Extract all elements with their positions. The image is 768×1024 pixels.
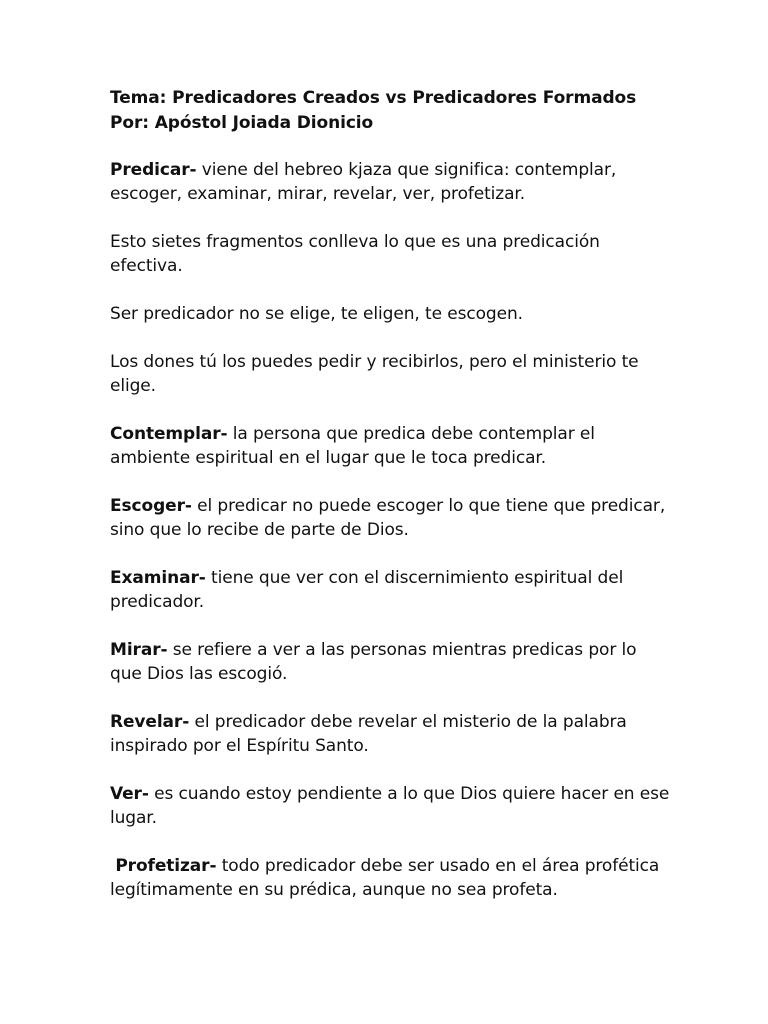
definition-text: tiene que ver con el discernimiento espiritual del predicador. [110, 568, 624, 612]
definition-text: la persona que predica debe contemplar el ambiente espiritual en el lugar que le toca predicar. [110, 424, 595, 468]
paragraph: Los dones tú los puedes pedir y recibirlos, pero el ministerio te elige. [110, 352, 639, 396]
definition-text: el predicar no puede escoger lo que tiene que predicar, sino que lo recibe de parte de Dios. [110, 496, 666, 540]
definition-revelar [110, 710, 670, 758]
definition-ver [110, 782, 670, 830]
definition-term: Revelar- [110, 712, 190, 732]
document-author: Por: Apóstol Joiada Dionicio [110, 113, 374, 133]
definition-term: Mirar- [110, 640, 168, 660]
intro-paragraph [110, 158, 670, 206]
definition-text: es cuando estoy pendiente a lo que Dios quiere hacer en ese lugar. [110, 784, 670, 828]
definition-mirar [110, 638, 670, 686]
definition-term: Ver- [110, 784, 149, 804]
document-title: Tema: Predicadores Creados vs Predicadores Formados [110, 88, 637, 108]
definition-term: Examinar- [110, 568, 206, 588]
definition-term: Profetizar- [115, 856, 217, 876]
document-body [110, 86, 670, 902]
definition-profetizar [110, 854, 670, 902]
definition-term: Predicar- [110, 160, 197, 180]
definition-examinar [110, 566, 670, 614]
definition-text: viene del hebreo kjaza que significa: contemplar, escoger, examinar, mirar, revelar, ver, profetizar. [110, 160, 617, 204]
paragraph: Ser predicador no se elige, te eligen, te escogen. [110, 304, 523, 324]
definition-text: todo predicador debe ser usado en el área profética legítimamente en su prédica, aunque no sea profeta. [110, 856, 660, 900]
definition-term: Contemplar- [110, 424, 228, 444]
definition-text: se refiere a ver a las personas mientras predicas por lo que Dios las escogió. [110, 640, 637, 684]
paragraph: Esto sietes fragmentos conlleva lo que es una predicación efectiva. [110, 232, 600, 276]
definition-contemplar [110, 422, 670, 470]
definition-term: Escoger- [110, 496, 192, 516]
definition-text: el predicador debe revelar el misterio de la palabra inspirado por el Espíritu Santo. [110, 712, 627, 756]
definition-escoger [110, 494, 670, 542]
